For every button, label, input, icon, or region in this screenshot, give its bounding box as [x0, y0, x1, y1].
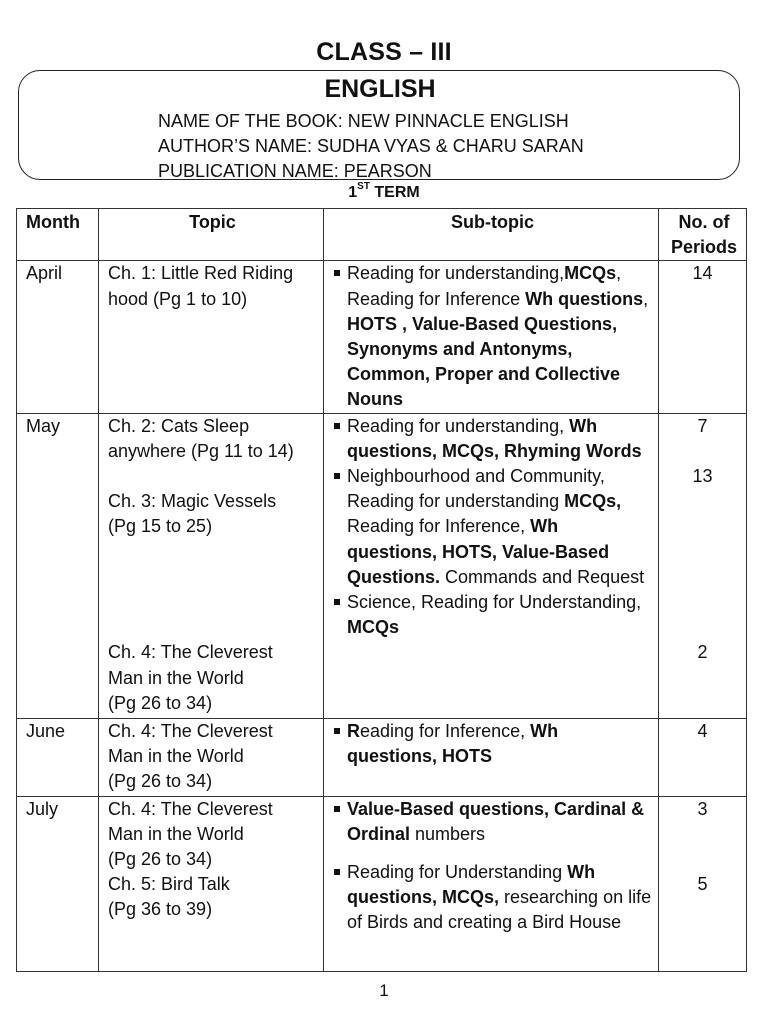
bold-text-run: Wh questions, MCQs,: [347, 862, 596, 908]
topic-line: Ch. 4: The Cleverest: [108, 798, 273, 819]
month-cell: May: [17, 413, 99, 718]
table-row-april: [17, 261, 747, 413]
text-run: Reading for Understanding: [347, 862, 568, 883]
topic-line: (Pg 15 to 25): [108, 516, 213, 537]
periods-cell: [659, 413, 747, 718]
month-cell: July: [17, 796, 99, 971]
text-run: Commands and Request: [440, 566, 645, 587]
topic-line: hood (Pg 1 to 10): [108, 288, 248, 309]
page-number: 1: [379, 981, 389, 1000]
periods-value: 5: [697, 873, 708, 894]
topic-cell: [99, 718, 324, 796]
topic-line: Man in the World: [108, 823, 244, 844]
subtopic-item: [333, 860, 652, 936]
class-title: CLASS – III: [316, 38, 452, 66]
text-run: Reading for understanding,: [347, 263, 565, 284]
subtopic-cell: [324, 718, 659, 796]
publication-name: PUBLICATION NAME: PEARSON: [158, 161, 432, 181]
subtopic-cell: [324, 796, 659, 971]
month-cell: June: [17, 718, 99, 796]
term-superscript: ST: [357, 181, 370, 192]
subject-title: ENGLISH: [324, 75, 436, 103]
bold-text-run: Wh questions: [525, 288, 644, 309]
bold-text-run: Value-Based questions, Cardinal & Ordinal: [347, 798, 645, 844]
subtopic-cell: [324, 261, 659, 413]
topic-line: Ch. 1: Little Red Riding: [108, 263, 294, 284]
bold-text-run: Wh questions, HOTS, Value-Based Questions.: [347, 516, 610, 587]
topic-line: Ch. 5: Bird Talk: [108, 874, 230, 895]
syllabus-table: [16, 208, 747, 972]
bold-text-run: HOTS , Value-Based Questions, Synonyms and Antonyms, Common, Proper and Collective Nouns: [347, 313, 621, 410]
periods-value: 2: [697, 642, 708, 663]
header-periods-line1: No. of: [678, 212, 730, 232]
periods-value: 3: [697, 798, 708, 819]
topic-line: Ch. 3: Magic Vessels: [108, 491, 277, 512]
text-run: numbers: [410, 823, 486, 844]
topic-cell: [99, 261, 324, 413]
periods-cell: [659, 796, 747, 971]
bold-text-run: Wh questions, HOTS: [347, 720, 559, 766]
topic-line: Ch. 4: The Cleverest: [108, 642, 273, 663]
header-periods-line2: Periods: [670, 237, 738, 258]
text-run: researching on life of Birds and creating a Bird House: [347, 887, 652, 933]
topic-line: (Pg 26 to 34): [108, 849, 213, 870]
subtopic-item: [333, 590, 652, 640]
subtopic-item: [333, 719, 652, 769]
term-number: 1: [348, 184, 358, 201]
subtopic-item: [333, 464, 652, 590]
subtopic-item: [333, 797, 652, 847]
bold-text-run: MCQs: [564, 263, 617, 284]
header-periods: [659, 209, 747, 261]
topic-line: (Pg 36 to 39): [108, 899, 213, 920]
text-run: Reading for understanding,: [347, 415, 570, 436]
topic-cell: [99, 796, 324, 971]
table-row-may: [17, 413, 747, 718]
periods-value: 7: [697, 415, 708, 436]
month-cell: April: [17, 261, 99, 413]
book-name: NAME OF THE BOOK: NEW PINNACLE ENGLISH: [158, 111, 569, 131]
subtopic-cell: [324, 413, 659, 718]
topic-line: (Pg 26 to 34): [108, 771, 213, 792]
topic-line: anywhere (Pg 11 to 14): [108, 440, 294, 461]
topic-line: (Pg 26 to 34): [108, 692, 213, 713]
bold-text-run: MCQs,: [564, 491, 622, 512]
subtopic-item: [333, 414, 652, 464]
table-header-row: [17, 209, 747, 261]
header-topic: Topic: [99, 209, 324, 261]
bold-text-run: Wh questions, MCQs, Rhyming Words: [347, 415, 642, 461]
text-run: Science, Reading for Understanding,: [347, 592, 642, 613]
text-run: eading for Inference,: [360, 720, 531, 741]
topic-line: Ch. 2: Cats Sleep: [108, 415, 250, 436]
topic-cell: [99, 413, 324, 718]
table-row-july: [17, 796, 747, 971]
subtopic-item: [333, 261, 652, 412]
periods-cell: 14: [659, 261, 747, 413]
text-run: Neighbourhood and Community, Reading for understanding: [347, 466, 605, 512]
text-run: Reading for Inference,: [347, 516, 531, 537]
header-month: Month: [17, 209, 99, 261]
term-heading: [0, 181, 768, 202]
author-name: AUTHOR’S NAME: SUDHA VYAS & CHARU SARAN: [158, 136, 584, 156]
periods-value: 13: [692, 465, 713, 486]
topic-line: Man in the World: [108, 745, 244, 766]
periods-cell: 4: [659, 718, 747, 796]
table-row-june: [17, 718, 747, 796]
term-word: TERM: [369, 184, 420, 201]
text-run: ,: [643, 288, 649, 309]
book-info-box: [18, 70, 740, 180]
topic-line: Ch. 4: The Cleverest: [108, 720, 273, 741]
text-run: , Reading for Inference: [347, 263, 622, 309]
bold-text-run: MCQs: [347, 617, 400, 638]
header-subtopic: Sub-topic: [324, 209, 659, 261]
bold-text-run: R: [347, 720, 360, 741]
topic-line: Man in the World: [108, 667, 244, 688]
